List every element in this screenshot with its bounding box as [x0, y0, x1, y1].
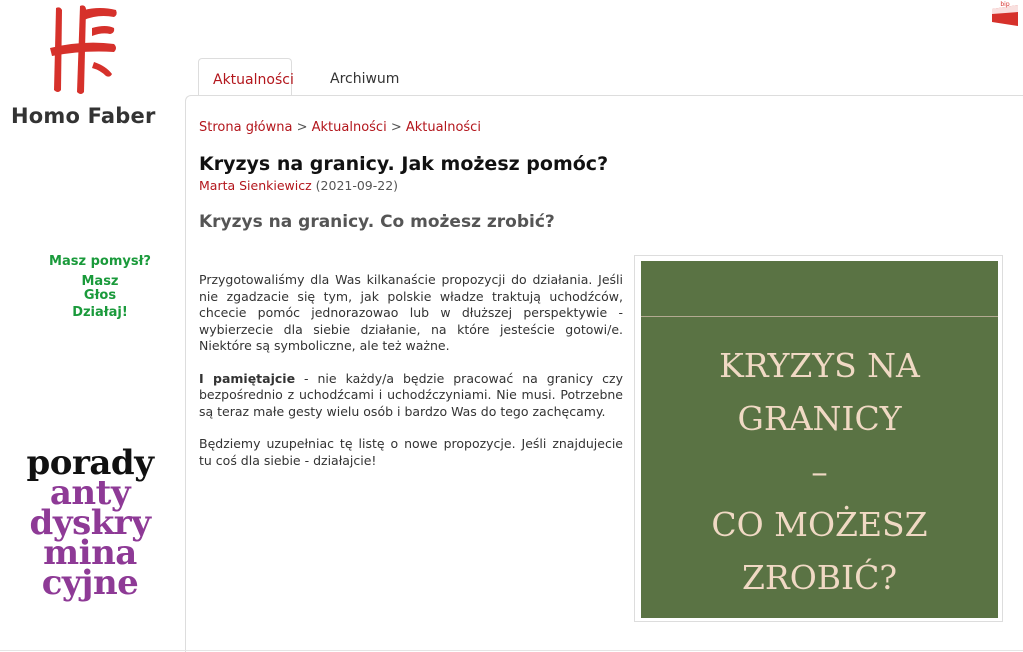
feature-image-text — [641, 339, 998, 604]
footer-divider — [0, 650, 1023, 651]
porady-line1: porady — [26, 443, 154, 483]
masz-glos-line1: Masz pomysł? — [49, 254, 151, 269]
tab-archiwum[interactable]: Archiwum — [330, 71, 400, 87]
feature-line4: CO MOŻESZ — [711, 505, 928, 544]
article-paragraph: Przygotowaliśmy dla Was kilkanaście propozycji do działania. Jeśli nie zgadzacie się tym, jak polskie władze traktują uchodźców, chcecie pomóc jednorazowao lub w dłuższej perspektywie - wybierzecie dla siebie działanie, na które jesteście gotowi/e. Niektóre są symboliczne, ale też ważne. — [199, 272, 623, 353]
tab-aktualnosci[interactable]: Aktualności — [198, 58, 292, 96]
breadcrumb — [199, 120, 481, 135]
article-date: (2021-09-22) — [315, 178, 399, 193]
left-sidebar — [0, 0, 185, 652]
masz-glos-logo — [20, 275, 180, 303]
masz-glos-banner[interactable] — [20, 254, 180, 320]
bip-icon — [991, 0, 1019, 28]
feature-image — [634, 255, 1003, 622]
breadcrumb-separator: > — [390, 120, 402, 135]
masz-glos-line3: Działaj! — [72, 305, 128, 320]
hf-logo-icon — [48, 4, 120, 96]
homo-faber-logo[interactable] — [8, 4, 168, 134]
porady-line5: cyjne — [41, 563, 139, 603]
bip-link[interactable] — [991, 0, 1019, 28]
article-meta — [199, 178, 398, 193]
breadcrumb-separator: > — [296, 120, 308, 135]
feature-image-background — [641, 261, 998, 618]
feature-image-divider — [641, 316, 998, 317]
porady-line3: dyskry — [29, 503, 151, 543]
masz-glos-line2a: Masz — [81, 274, 119, 289]
breadcrumb-aktualnosci[interactable]: Aktualności — [311, 120, 387, 135]
article-paragraph: Będziemy uzupełniac tę listę o nowe propozycje. Jeśli znajdujecie tu coś dla siebie - działajcie! — [199, 436, 623, 468]
article-paragraph — [199, 371, 623, 421]
porady-line2: anty — [49, 473, 131, 513]
article-author[interactable]: Marta Sienkiewicz — [199, 178, 312, 193]
article-title: Kryzys na granicy. Jak możesz pomóc? — [199, 153, 609, 175]
feature-line1: KRYZYS NA — [719, 346, 920, 385]
article-bold-text: I pamiętajcie — [199, 370, 296, 386]
feature-line5: ZROBIĆ? — [741, 558, 898, 597]
article-body — [199, 272, 623, 485]
breadcrumb-home[interactable]: Strona główna — [199, 120, 293, 135]
porady-antydyskryminacyjne-banner[interactable] — [20, 443, 160, 603]
article-subtitle: Kryzys na granicy. Co możesz zrobić? — [199, 212, 555, 232]
porady-line4: mina — [43, 533, 137, 573]
article-paragraph-text: - nie każdy/a będzie pracować na granicy czy bezpośrednio z uchodźcami i uchodźczyniami. Nie musi. Potrzebne są teraz małe gesty wielu osób i bardzo Was do tego zachęcamy. — [199, 370, 623, 419]
breadcrumb-current[interactable]: Aktualności — [405, 120, 481, 135]
masz-glos-line2b: Głos — [83, 288, 117, 303]
svg-text:bip: bip — [1000, 1, 1010, 8]
feature-line3: – — [811, 452, 828, 491]
logo-text: Homo Faber — [11, 104, 156, 128]
feature-line2: GRANICY — [737, 399, 902, 438]
